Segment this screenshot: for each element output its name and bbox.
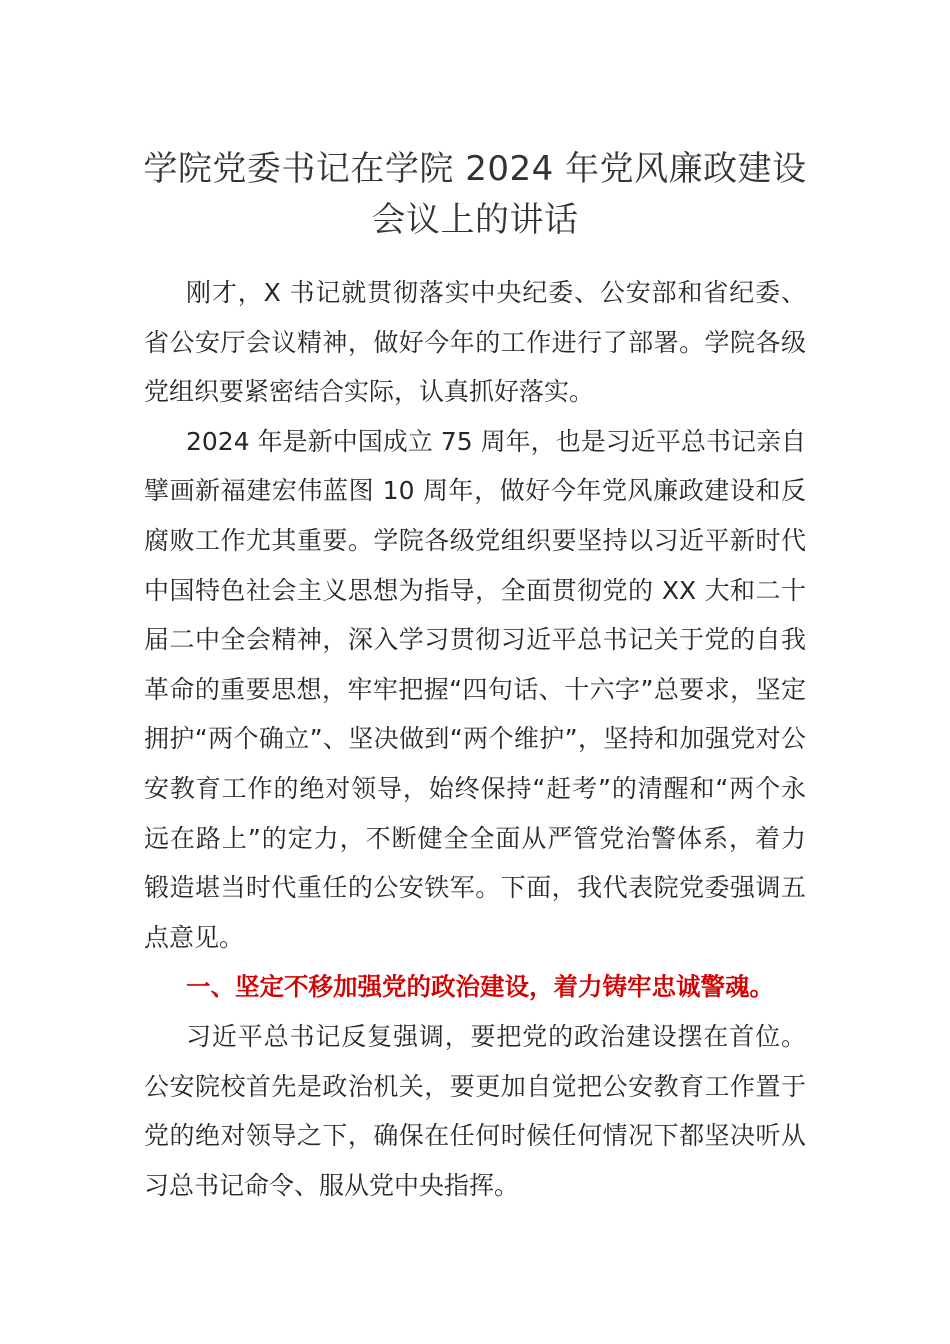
section-heading: 一、坚定不移加强党的政治建设，着力铸牢忠诚警魂。: [186, 972, 774, 1002]
paragraph-context: 2024 年是新中国成立 75 周年，也是习近平总书记亲自擘画新福建宏伟蓝图 10 周年，做好今年党风廉政建设和反腐败工作尤其重要。学院各级党组织要坚持以习近平新时代中国特色社会主义思想为指导，全面贯彻党的 XX 大和二十届二中全会精神，深入学习贯彻习近平总书记关于党的自我革命的重要思想，牢牢把握“四句话、十六字”总要求，坚定拥护“两个确立”、坚决做到“两个维护”，坚持和加强党对公安教育工作的绝对领导，始终保持“赶考”的清醒和“两个永远在路上”的定力，不断健全全面从严管党治警体系，着力锻造堪当时代重任的公安铁军。下面，我代表院党委强调五点意见。: [144, 426, 806, 952]
document-title: 学院党委书记在学院 2024 年党风廉政建设会议上的讲话: [143, 149, 807, 240]
paragraph-intro: 刚才，X 书记就贯彻落实中央纪委、公安部和省纪委、省公安厅会议精神，做好今年的工作进行了部署。学院各级党组织要紧密结合实际，认真抓好落实。: [144, 278, 806, 407]
section-paragraph: 习近平总书记反复强调，要把党的政治建设摆在首位。公安院校首先是政治机关，要更加自觉把公安教育工作置于党的绝对领导之下，确保在任何时候任何情况下都坚决听从习总书记命令、服从党中央指挥。: [144, 1021, 806, 1200]
document-body: [144, 268, 806, 1210]
